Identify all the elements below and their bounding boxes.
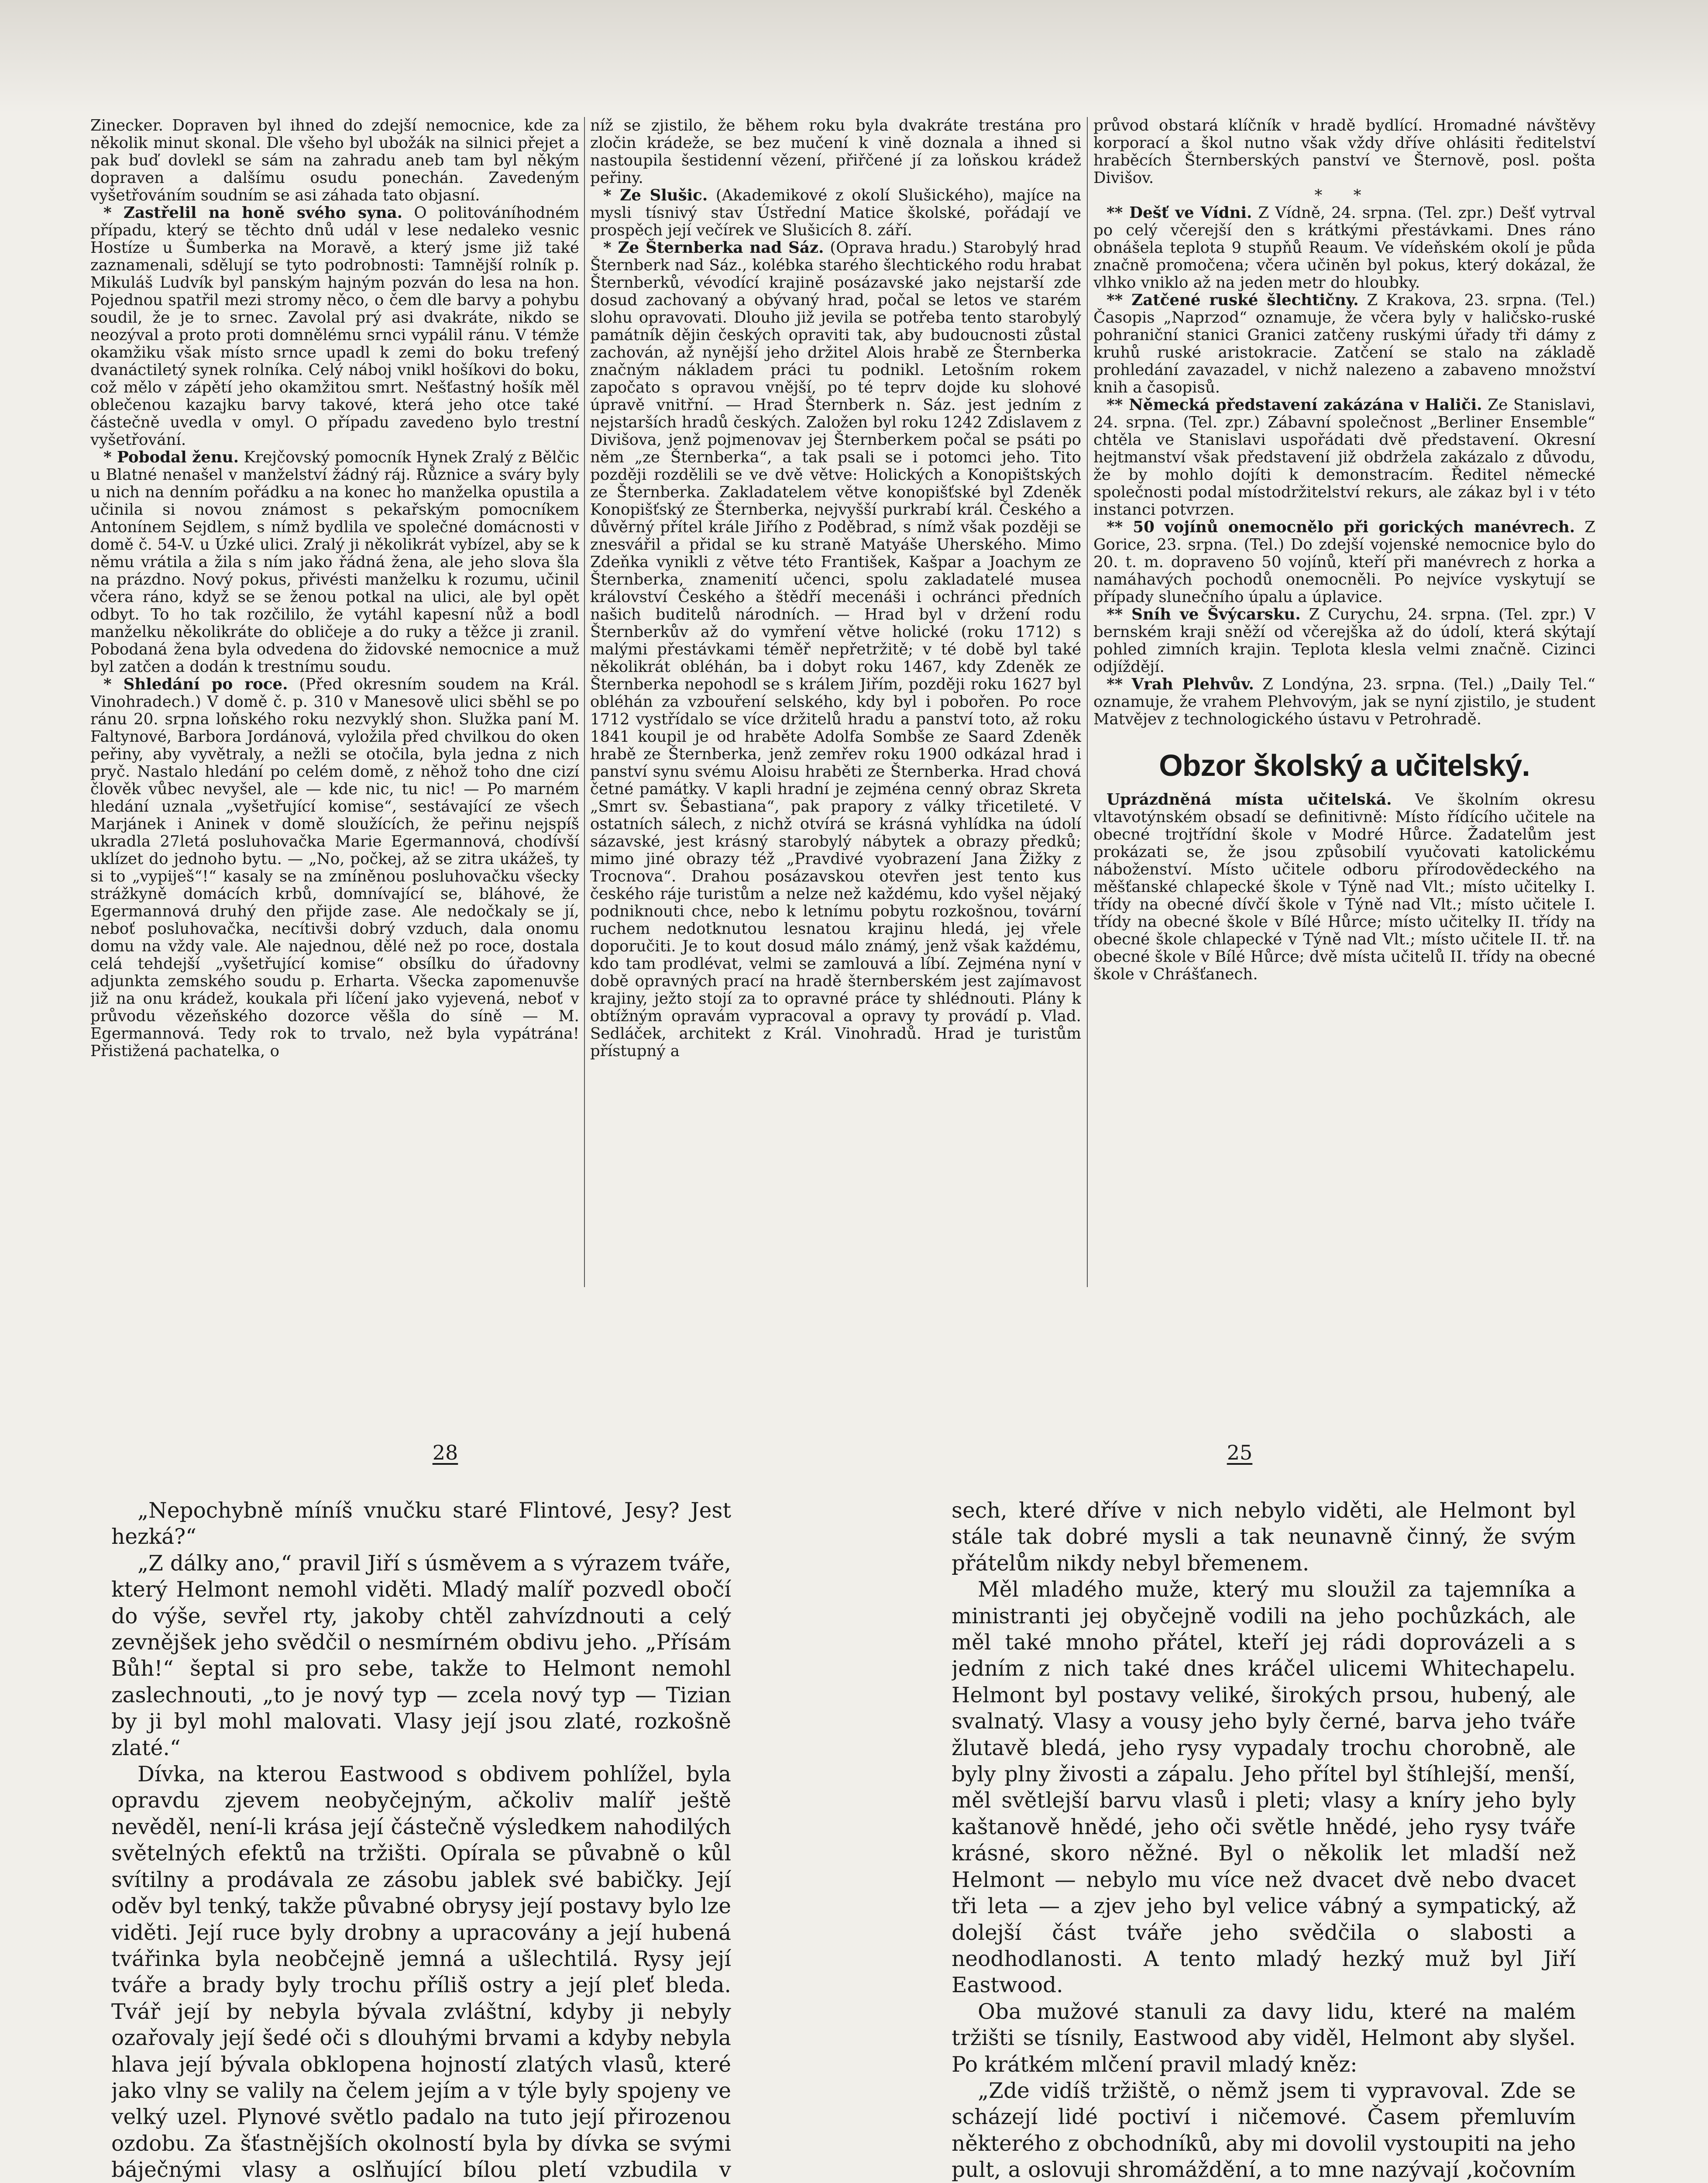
column-rule <box>1087 117 1088 1287</box>
news-paragraph <box>90 449 579 676</box>
paragraph-text: O politováníhodném případu, který se těchto dnů udál v lese nedaleko vesnic Hostíze u Šumberka na Moravě, a který jsme již také zaznamenali, sdělují se tyto podrobnosti: Tamnější rolník p. Mikuláš Ludvík byl panským hajným pozván do lesa na hon. Pojednou spatřil mezi stromy něco, o čem dle barvy a pohybu soudil, že je to srnec. Zavolal prý asi dvakráte, nikdo se neozýval a proto proti domnělému srnci vypálil ránu. V témže okamžiku však místo srnce upadl k zemi do boku trefený dvanáctiletý synek rolníka. Celý náboj vnikl hošíkovi do boku, což mělo v zápětí jeho okamžitou smrt. Nešťastný hošík měl oblečenou kazajku barvy takové, která jeho otce také částečně uvedla v omyl. O případu zavedeno bylo trestní vyšetřování. <box>90 204 579 449</box>
news-headline: * Shledání po roce. <box>103 675 288 693</box>
novel-paragraph: sech, které dříve v nich nebylo viděti, ale Helmont byl stále tak dobré mysli a tak neunavně činný, že svým přátelům nikdy nebyl břemenem. <box>952 1498 1576 1576</box>
news-headline: * Ze Šternberka nad Sáz. <box>603 239 824 257</box>
paragraph-text: průvod obstará klíčník v hradě bydlící. Hromadné návštěvy korporací a škol nutno však vždy dříve ohlásiti ředitelství hraběcích Šternberských panství ve Šternově, posl. pošta Divišov. <box>1093 117 1595 187</box>
paragraph-text: Z Vídně, 24. srpna. (Tel. zpr.) Dešť vytrval po celý včerejší den s krátkými přestávkami. Dnes ráno obnášela teplota 9 stupňů Reaum. Ve vídeňském okolí je půda značně promočena; včera učiněn byl pokus, který dokázal, že vlhko vniklo až na jeden metr do hloubky. <box>1093 204 1595 292</box>
section-heading: Obzor školský a učitelský. <box>1159 748 1530 782</box>
novel-paragraph: Měl mladého muže, který mu sloužil za tajemníka a ministranti jej obyčejně vodili na jeho pochůzkách, ale měl také mnoho přátel, kteří jej rádi doprovázeli a s jedním z nich také dnes kráčel ulicemi Whitechapelu. Helmont byl postavy veliké, širokých prsou, hubený, ale svalnatý. Vlasy a vousy jeho byly černé, barva jeho tváře žlutavě bledá, jeho rysy vypadaly trochu chorobně, ale byly plny živosti a zápalu. Jeho přítel byl štíhlejší, menší, měl světlejší barvu vlasů i pleti; vlasy a kníry jeho byly kaštanově hnědé, jeho oči světle hnědé, jeho rysy tváře krásné, skoro něžné. Byl o několik let mladší než Helmont — nebylo mu více než dvacet dvě nebo dvacet tři leta — a zjev jeho byl velice vábný a sympatický, až dolejší část tváře jeho svědčila o slabosti a neodhodlanosti. A tento mladý hezký muž byl Jiří Eastwood. <box>952 1577 1576 1998</box>
paragraph-text: Z Londýna, 23. srpna. (Tel.) „Daily Tel.“ oznamuje, že vrahem Plehvovým, jak se nyní zjistilo, je student Matvějev z technologického ústavu v Petrohradě. <box>1093 675 1595 728</box>
paragraph-text: (Oprava hradu.) Starobylý hrad Šternberk nad Sáz., kolébka starého šlechtického rodu hrabat Šternberků, vévodící krajině posázavské jako nejstarší zde dosud zachovaný a obývaný hrad, počal se letos ve starém slohu opravovati. Dlouho již jevila se potřeba tento starobylý památník dějin českých opraviti tak, aby budoucnosti zůstal zachován, až nynější jeho držitel Alois hrabě ze Šternberka značným nákladem práci tu podnikl. Letošním rokem započato s opravou vnější, po té teprv dojde ku slohové úpravě vnitřní. — Hrad Šternberk n. Sáz. jest jedním z nejstarších hradů českých. Založen byl roku 1242 Zdislavem z Divišova, jenž pojmenovav jej Šternberkem počal se psáti po něm „ze Šternberka“, a tak psali se i potomci jeho. Tito později rozdělili se ve dvě větve: Holických a Konopištských ze Šternberka. Zakladatelem větve konopišťské byl Zdeněk Konopišťský ze Šternberka, nejvyšší purkrabí král. Českého a důvěrný přítel krále Jiřího z Poděbrad, s nímž však později se znesvářil a přidal se ku straně Matyáše Uherského. Mimo Zdeňka vynikli z větve této František, Kašpar a Joachym ze Šternberka, znamenití učenci, spolu zakladatelé musea království Českého a štědří mecenáši i ochránci předních našich buditelů národních. — Hrad byl v držení rodu Šternberkův až do vymření větve holické (roku 1712) s malými přestávkami téměř nepřetržitě; v té době byl také několikrát obléhán, ba i dobyt roku 1467, kdy Zdeněk ze Šternberka nepohodl se s králem Jiřím, později roku 1627 byl obléhán za vzbouření selského, kdy byl i pobořen. Po roce 1712 vystřídalo se více držitelů hradu a panství toto, až roku 1841 koupil je od hraběte Adolfa Sombše ze Saard Zdeněk hrabě ze Šternberka, jenž zemřev roku 1900 odkázal hrad i panství synu svému Aloisu hraběti ze Šternberka. Hrad chová četné památky. V kapli hradní je zejména cenný obraz Skreta „Smrt sv. Šebastiana“, pak prapory z války třicetileté. V ostatních sálech, z nichž otvírá se krásná vyhlídka na údolí sázavské, jest krásný starobylý nábytek a obrazy předků; mimo jiné obrazy též „Pravdivé vyobrazení Jana Žižky z Trocnova“. Drahou posázavskou otevřen jest tento kus českého ráje turistům a nelze než každému, kdo vyšel nějaký podniknouti chce, nebo k letnímu pobytu rozkošnou, tovární ruchem nedotknutou lesnatou krajinu hledá, jej vřele doporučiti. Je to kout dosud málo známý, jenž však každému, kdo tam prodlévat, velmi se zamlouvá a líbí. Zejména nyní v době opravných prací na hradě šternberském jest zajímavost krajiny, ježto stojí za to opravné práce ty shlédnouti. Plány k obtížným opravám vypracoval a opravy ty provádí p. Vlad. Sedláček, architekt z Král. Vinohradů. Hrad je turistům přístupný a <box>590 239 1081 1060</box>
paragraph-text: Z Curychu, 24. srpna. (Tel. zpr.) V bernském kraji sněží od včerejška až do údolí, která skýtají pohled zimních krajin. Teplota klesla velmi značně. Cizinci odjíždějí. <box>1093 606 1595 676</box>
news-paragraph <box>90 676 579 1060</box>
news-paragraph <box>90 117 579 204</box>
scan-shadow <box>0 0 1708 114</box>
paragraph-text: Z Gorice, 23. srpna. (Tel.) Do zdejší vojenské nemocnice bylo do 20. t. m. dopraveno 50 vojínů, kteří při manévrech z horka a namáhavých pochodů onemocněli. Po nejvíce vyskytují se případy slunečního úpalu a úplavice. <box>1093 518 1595 606</box>
news-headline: Uprázdněná místa učitelská. <box>1107 791 1392 809</box>
novel-paragraph: „Nepochybně míníš vnučku staré Flintové, Jesy? Jest hezká?“ <box>111 1498 731 1549</box>
paragraph-text: Ve školním okresu vltavotýnském obsadí se definitivně: Místo řídícího učitele na obecné trojtřídní škole v Modré Hůrce. Žadatelům jest prokázati se, že jsou způsobilí vyučovati katolickému náboženství. Místo učitele odboru přírodovědeckého na měšťanské chlapecké škole v Týně nad Vlt.; místo učitelky I. třídy na obecné dívčí škole v Týně nad Vlt.; místo učitele I. třídy na obecné škole v Bílé Hůrce; místo učitelky II. třídy na obecné škole chlapecké v Týně nad Vlt.; místo učitele II. tř. na obecné škole v Bílé Hůrce; dvě místa učitelů II. třídy na obecné škole v Chrášťanech. <box>1093 791 1595 983</box>
news-paragraph <box>1093 117 1595 187</box>
news-headline: * Pobodal ženu. <box>103 448 239 466</box>
news-paragraph <box>1093 396 1595 519</box>
novel-paragraph: Oba mužové stanuli za davy lidu, které na malém tržišti se tísnily, Eastwood aby viděl, Helmont aby slyšel. Po krátkém mlčení pravil mladý kněz: <box>952 1999 1576 2077</box>
news-paragraph <box>590 239 1081 1060</box>
news-paragraph <box>590 117 1081 187</box>
news-headline: ** Dešť ve Vídni. <box>1107 204 1252 222</box>
paragraph-text: Zinecker. Dopraven byl ihned do zdejší nemocnice, kde za několik minut skonal. Dle všeho byl ubožák na silnici přejet a pak buď dovlekl se sám na zahradu aneb tam byl někým dopraven a dalšímu osudu ponechán. Zavedeným vyšetřováním soudním se asi záhada tato objasní. <box>90 117 579 204</box>
news-paragraph <box>1093 204 1595 292</box>
separator-stars: * * <box>1314 186 1375 204</box>
paragraph-text: (Před okresním soudem na Král. Vinohradech.) V domě č. p. 310 v Manesově ulici sběhl se po ránu 20. srpna loňského roku nezvyklý shon. Služka paní M. Faltynové, Barbora Jordánová, vyložila před chvilkou do oken peřiny, aby vyvětraly, a nežli se otočila, byla jedna z nich pryč. Nastalo hledání po celém domě, z něhož toho dne cizí člověk vůbec nevyšel, ale — kde nic, tu nic! — Po marném hledání uznala „vyšetřující komise“, sestávající ze všech Marjánek i Aninek v domě sloužících, že peřinu nejspíš ukradla 27letá posluhovačka Marie Egermannová, chodívší uklízet do jednoho bytu. — „No, počkej, až se zitra ukážeš, ty si to „vypiješ“!“ kasaly se na zmíněnou posluhovačku všecky strážkyně domácích krbů, domnívající se, bláhové, že Egermannová druhý den přijde zase. Ale nedočkaly se jí, neboť posluhovačka, necítivši dobrý vzduch, dala onomu domu na vždy vale. Ale najednou, dělé než po roce, dostala celá tehdejší „vyšetřující komise“ obsílku do úřadovny adjunkta zemského soudu p. Erharta. Všecka zapomenuvše již na onu krádež, koukala při líčení jako vyjevená, neboť v průvodu vězeňského dozorce věšla do síně — M. Egermannová. Tedy rok to trvalo, než byla vypátrána! Přistižená pachatelka, o <box>90 675 579 1060</box>
novel-column-left <box>111 1498 731 2183</box>
page-number-right: 25 <box>1227 1441 1253 1464</box>
news-headline: * Ze Slušic. <box>603 186 708 204</box>
news-paragraph <box>1093 676 1595 728</box>
column-rule <box>584 117 585 1287</box>
novel-paragraph: „Z dálky ano,“ pravil Jiří s úsměvem a s výrazem tváře, který Helmont nemohl viděti. Mladý malíř pozvedl obočí do výše, sevřel rty, jakoby chtěl zahvízdnouti a celý zevnějšek jeho svědčil o nesmírném obdivu jeho. „Přísám Bůh!“ šeptal si pro sebe, takže to Helmont nemohl zaslechnouti, „to je nový typ — zcela nový typ — Tizian by ji byl mohl malovati. Vlasy její jsou zlaté, rozkošně zlaté.“ <box>111 1551 731 1760</box>
news-headline: ** Sníh ve Švýcarsku. <box>1107 606 1301 623</box>
news-paragraph <box>590 187 1081 239</box>
paragraph-text: níž se zjistilo, že během roku byla dvakráte trestána pro zločin krádeže, se bez mučení k vině doznala a ihned si nastoupila šestidenní vězení, přiřčené jí za loňskou krádež peřiny. <box>590 117 1081 187</box>
paragraph-text: Krejčovský pomocník Hynek Zralý z Bělčic u Blatné nenašel v manželství žádný ráj. Různice a sváry byly u nich na denním pořádku a na konec ho manželka opustila a učinila si novou známost s pekařským pomocníkem Antonínem Sejdlem, s nímž bydlila ve společné domácnosti v domě č. 54-V. u Úzké ulici. Zralý ji několikrát vybízel, aby se k němu vrátila a žila s ním jako řádná žena, ale jeho slova šla na prázdno. Nový pokus, přivésti manželku k rozumu, učinil včera ráno, když se se ženou potkal na ulici, ale byl opět odbyt. To ho tak rozčililo, že vytáhl kapesní nůž a bodl manželku několikráte do obličeje a do ruky a těžce ji zranil. Pobodaná žena byla odvedena do židovské nemocnice a muž byl zatčen a dodán k trestnímu soudu. <box>90 448 579 676</box>
news-headline: * Zastřelil na honě svého syna. <box>103 204 403 222</box>
paragraph-text: (Akademikové z okolí Slušického), majíce na mysli tísnivý stav Ústřední Matice školské, pořádají ve prospěch její večírek ve Slušicích 8. září. <box>590 186 1081 239</box>
news-paragraph <box>90 204 579 449</box>
news-headline: ** Německá představení zakázána v Haliči. <box>1107 396 1482 414</box>
page-number-left: 28 <box>432 1441 458 1464</box>
news-column-1 <box>90 117 579 1289</box>
news-column-2 <box>590 117 1081 1289</box>
news-paragraph <box>1093 519 1595 606</box>
news-paragraph <box>1093 606 1595 676</box>
news-paragraph <box>1093 292 1595 396</box>
paragraph-text: Ze Stanislavi, 24. srpna. (Tel. zpr.) Zábavní společnost „Berliner Ensemble“ chtěla ve Stanislavi uspořádati dvě představení. Okresní hejtmanství však představení již obdržela zakázalo z důvodu, že by mohlo dojíti k demonstracím. Ředitel německé společnosti podal místodržitelství rekurs, ale zákaz byl i v této instanci potvrzen. <box>1093 396 1595 519</box>
novel-paragraph: „Zde vidíš tržiště, o němž jsem ti vypravoval. Zde se scházejí lidé poctiví i ničemové. Časem přemluvím některého z obchodníků, aby mi dovolil vystoupiti na jeho pult, a oslovuji shromáždění, a to mne nazývají ‚kočovním <box>952 2078 1576 2183</box>
news-paragraph <box>1093 791 1595 983</box>
paragraph-text: Z Krakova, 23. srpna. (Tel.) Časopis „Naprzod“ oznamuje, že včera byly v haličsko-ruské pohraniční stanici Granici zatčeny ruskými úřady tři dámy z kruhů ruské aristokracie. Zatčení se stalo na základě prohledání zavazadel, v nichž nalezeno a zabaveno množství knih a časopisů. <box>1093 291 1595 396</box>
novel-paragraph: Dívka, na kterou Eastwood s obdivem pohlížel, byla opravdu zjevem neobyčejným, ačkoliv malíř ještě nevěděl, není-li krása její částečně výsledkem nahodilých světelných efektů na tržišti. Opírala se půvabně o kůl svítilny a prodávala ze zásobu jablek své babičky. Její oděv byl tenký, takže půvabné obrysy její postavy bylo lze viděti. Její ruce byly drobny a upracovány a její hubená tvářinka byla neobčejně jemná a ušlechtilá. Rysy její tváře a brady byly trochu příliš ostry a její pleť bleda. Tvář její by nebyla bývala zvláštní, kdyby ji nebyly ozařovaly její šedé oči s dlouhými brvami a kdyby nebyla hlava její bývala obklopena hojností zlatých vlasů, které jako vlny se valily na čelem jejím a v týle byly spojeny ve velký uzel. Plynové světlo padalo na tuto její přirozenou ozdobu. Za šťastnějších okolností byla by dívka se svými báječnými vlasy a oslňující bílou pletí vzbudila v <box>111 1762 731 2183</box>
news-headline: ** Vrah Plehvův. <box>1107 675 1254 693</box>
novel-column-right <box>952 1498 1576 2183</box>
news-headline: ** 50 vojínů onemocnělo při gorických manévrech. <box>1107 518 1575 536</box>
news-column-3 <box>1093 117 1595 1289</box>
news-headline: ** Zatčené ruské šlechtičny. <box>1107 291 1359 309</box>
